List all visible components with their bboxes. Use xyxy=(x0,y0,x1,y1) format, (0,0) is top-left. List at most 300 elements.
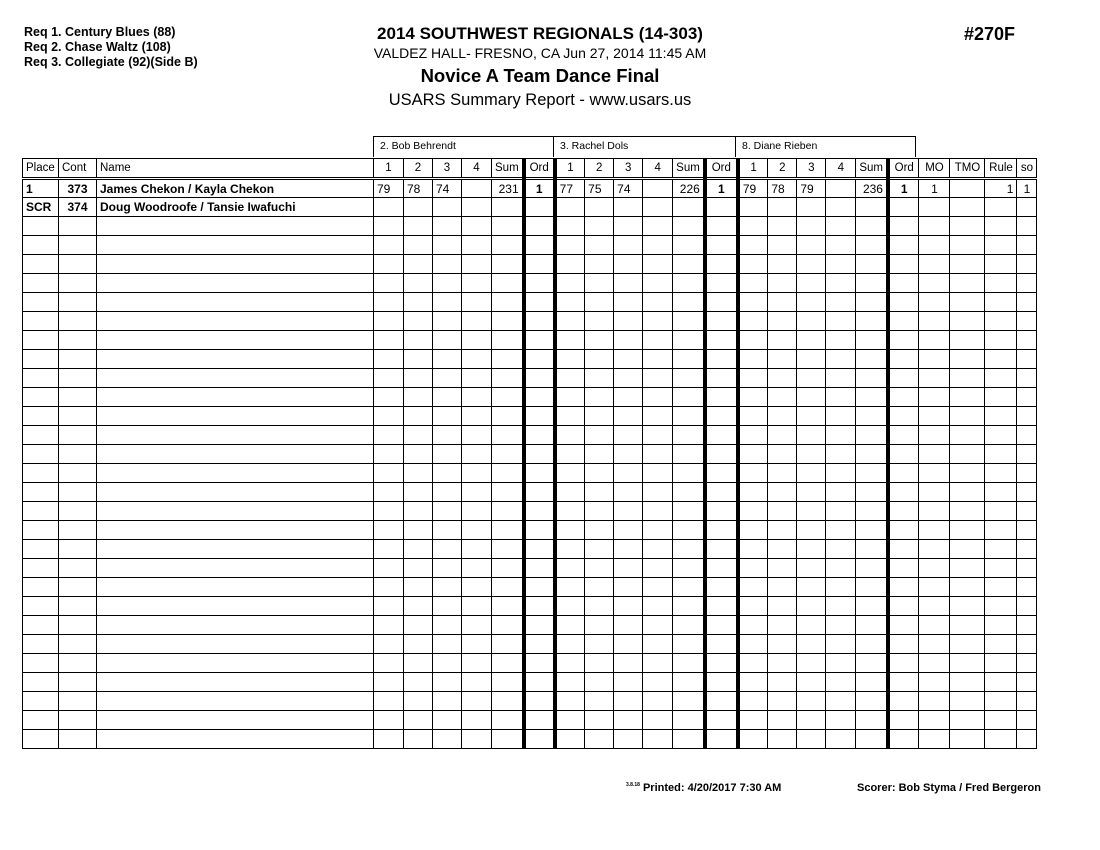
place-cell xyxy=(23,426,59,445)
score-2-cell xyxy=(768,293,797,312)
score-1-cell xyxy=(374,293,404,312)
sum-cell xyxy=(492,445,524,464)
score-3-cell xyxy=(797,236,826,255)
col-so: so xyxy=(1017,159,1037,179)
score-1-cell xyxy=(738,730,768,749)
score-3-cell xyxy=(433,274,462,293)
ord-cell xyxy=(888,388,919,407)
mo-cell xyxy=(919,293,950,312)
score-1-cell xyxy=(555,255,585,274)
empty-row xyxy=(23,274,1037,293)
score-1-cell xyxy=(374,578,404,597)
empty-row xyxy=(23,445,1037,464)
place-cell xyxy=(23,236,59,255)
score-3-cell xyxy=(797,388,826,407)
score-4-cell xyxy=(826,559,856,578)
score-2-cell xyxy=(768,521,797,540)
score-1-cell xyxy=(555,578,585,597)
score-2-cell xyxy=(585,654,614,673)
score-1-cell xyxy=(555,198,585,217)
score-2-cell xyxy=(768,312,797,331)
mo-cell xyxy=(919,654,950,673)
judge-header-1: 2. Bob Behrendt xyxy=(373,136,554,157)
sum-cell xyxy=(492,331,524,350)
col-j2-4: 4 xyxy=(643,159,673,179)
score-1-cell xyxy=(555,464,585,483)
sum-cell xyxy=(856,654,888,673)
sum-cell xyxy=(856,483,888,502)
place-cell xyxy=(23,445,59,464)
col-j2-ord: Ord xyxy=(705,159,738,179)
score-1-cell xyxy=(374,236,404,255)
so-cell xyxy=(1017,236,1037,255)
score-4-cell xyxy=(826,673,856,692)
score-1-cell xyxy=(374,635,404,654)
score-1-cell xyxy=(555,635,585,654)
mo-cell xyxy=(919,559,950,578)
so-cell xyxy=(1017,502,1037,521)
score-4-cell xyxy=(643,711,673,730)
score-2-cell xyxy=(585,274,614,293)
sum-cell xyxy=(673,274,705,293)
score-4-cell xyxy=(643,540,673,559)
score-2-cell xyxy=(404,293,433,312)
sum-cell xyxy=(856,255,888,274)
name-cell xyxy=(97,616,374,635)
ord-cell xyxy=(524,654,555,673)
score-3-cell xyxy=(433,236,462,255)
score-1-cell xyxy=(738,426,768,445)
sum-cell xyxy=(492,293,524,312)
ord-cell xyxy=(524,502,555,521)
sum-cell xyxy=(492,559,524,578)
ord-cell xyxy=(888,293,919,312)
score-1-cell xyxy=(555,350,585,369)
ord-cell xyxy=(705,407,738,426)
score-3-cell xyxy=(797,198,826,217)
so-cell xyxy=(1017,521,1037,540)
score-2-cell xyxy=(768,730,797,749)
empty-row xyxy=(23,616,1037,635)
score-4-cell xyxy=(643,312,673,331)
sum-cell xyxy=(673,540,705,559)
tmo-cell xyxy=(950,597,985,616)
col-tmo: TMO xyxy=(950,159,985,179)
score-4-cell xyxy=(462,597,492,616)
score-4-cell xyxy=(826,483,856,502)
score-1-cell xyxy=(738,654,768,673)
score-2-cell xyxy=(404,236,433,255)
score-3-cell xyxy=(797,483,826,502)
score-3-cell xyxy=(797,635,826,654)
cont-cell xyxy=(59,236,97,255)
ord-cell xyxy=(705,635,738,654)
cont-cell xyxy=(59,692,97,711)
score-4-cell xyxy=(826,293,856,312)
score-3-cell xyxy=(797,464,826,483)
score-2-cell xyxy=(404,217,433,236)
score-1-cell xyxy=(555,483,585,502)
sum-cell xyxy=(673,730,705,749)
ord-cell xyxy=(888,255,919,274)
score-4-cell xyxy=(462,312,492,331)
mo-cell xyxy=(919,236,950,255)
score-2-cell xyxy=(585,502,614,521)
tmo-cell xyxy=(950,673,985,692)
sum-cell xyxy=(856,616,888,635)
score-2-cell xyxy=(768,692,797,711)
score-3-cell xyxy=(797,274,826,293)
tmo-cell xyxy=(950,179,985,198)
tmo-cell xyxy=(950,654,985,673)
score-2-cell xyxy=(768,217,797,236)
ord-cell xyxy=(524,331,555,350)
sum-cell xyxy=(856,635,888,654)
score-2-cell xyxy=(404,711,433,730)
mo-cell xyxy=(919,369,950,388)
col-j1-sum: Sum xyxy=(492,159,524,179)
score-4-cell xyxy=(826,616,856,635)
col-j3-sum: Sum xyxy=(856,159,888,179)
score-2-cell xyxy=(768,483,797,502)
mo-cell xyxy=(919,616,950,635)
tmo-cell xyxy=(950,616,985,635)
header-row xyxy=(23,159,1037,179)
score-4-cell xyxy=(462,274,492,293)
score-3-cell xyxy=(797,255,826,274)
score-2-cell xyxy=(585,692,614,711)
score-3-cell xyxy=(797,559,826,578)
place-cell xyxy=(23,654,59,673)
tmo-cell xyxy=(950,635,985,654)
sum-cell xyxy=(492,635,524,654)
col-cont: Cont xyxy=(59,159,97,179)
score-2-cell xyxy=(585,597,614,616)
score-3-cell xyxy=(433,635,462,654)
score-3-cell xyxy=(614,426,643,445)
sum-cell xyxy=(492,274,524,293)
rule-cell xyxy=(985,198,1017,217)
score-3-cell xyxy=(614,445,643,464)
ord-cell xyxy=(888,350,919,369)
ord-cell xyxy=(888,540,919,559)
ord-cell xyxy=(888,236,919,255)
score-1-cell xyxy=(374,616,404,635)
ord-cell xyxy=(705,673,738,692)
table-row xyxy=(23,198,1037,217)
score-4-cell xyxy=(643,407,673,426)
score-4-cell xyxy=(462,540,492,559)
place-cell xyxy=(23,730,59,749)
sum-cell xyxy=(673,673,705,692)
ord-cell xyxy=(888,559,919,578)
sum-cell xyxy=(492,578,524,597)
sum-cell: 231 xyxy=(492,179,524,198)
score-1-cell xyxy=(738,635,768,654)
score-2-cell xyxy=(768,369,797,388)
score-1-cell xyxy=(374,331,404,350)
score-1-cell xyxy=(374,483,404,502)
score-2-cell xyxy=(768,559,797,578)
cont-cell xyxy=(59,255,97,274)
score-1-cell xyxy=(374,312,404,331)
score-2-cell xyxy=(585,673,614,692)
score-3-cell xyxy=(614,559,643,578)
empty-row xyxy=(23,559,1037,578)
score-1-cell xyxy=(555,236,585,255)
scorer-info: Scorer: Bob Styma / Fred Bergeron xyxy=(857,782,1041,794)
score-2-cell xyxy=(768,255,797,274)
rule-cell xyxy=(985,540,1017,559)
rule-cell xyxy=(985,407,1017,426)
sum-cell xyxy=(856,673,888,692)
tmo-cell xyxy=(950,711,985,730)
score-2-cell xyxy=(404,464,433,483)
score-2-cell xyxy=(768,274,797,293)
cont-cell xyxy=(59,312,97,331)
so-cell xyxy=(1017,331,1037,350)
tmo-cell xyxy=(950,521,985,540)
ord-cell xyxy=(524,635,555,654)
ord-cell xyxy=(524,711,555,730)
score-4-cell xyxy=(462,673,492,692)
score-1-cell xyxy=(738,711,768,730)
score-1-cell xyxy=(555,388,585,407)
tmo-cell xyxy=(950,445,985,464)
score-4-cell xyxy=(826,635,856,654)
sum-cell xyxy=(492,483,524,502)
tmo-cell xyxy=(950,331,985,350)
sum-cell xyxy=(856,578,888,597)
score-3-cell xyxy=(797,217,826,236)
score-4-cell xyxy=(826,502,856,521)
score-2-cell xyxy=(585,521,614,540)
sum-cell xyxy=(492,730,524,749)
sum-cell xyxy=(673,407,705,426)
score-2-cell xyxy=(404,407,433,426)
sum-cell xyxy=(856,445,888,464)
score-4-cell xyxy=(462,654,492,673)
ord-cell xyxy=(524,597,555,616)
judge-header-3: 8. Diane Rieben xyxy=(735,136,916,157)
place-cell xyxy=(23,483,59,502)
cont-cell xyxy=(59,521,97,540)
score-4-cell xyxy=(462,331,492,350)
ord-cell: 1 xyxy=(888,179,919,198)
place-cell xyxy=(23,331,59,350)
name-cell xyxy=(97,559,374,578)
ord-cell xyxy=(888,369,919,388)
cont-cell xyxy=(59,616,97,635)
name-cell xyxy=(97,293,374,312)
cont-cell xyxy=(59,369,97,388)
ord-cell xyxy=(524,445,555,464)
sum-cell xyxy=(673,369,705,388)
so-cell xyxy=(1017,730,1037,749)
score-3-cell xyxy=(433,597,462,616)
rule-cell xyxy=(985,426,1017,445)
ord-cell xyxy=(705,255,738,274)
empty-row xyxy=(23,312,1037,331)
so-cell xyxy=(1017,369,1037,388)
mo-cell xyxy=(919,217,950,236)
empty-row xyxy=(23,730,1037,749)
place-cell xyxy=(23,217,59,236)
empty-row xyxy=(23,711,1037,730)
cont-cell xyxy=(59,407,97,426)
score-2-cell xyxy=(585,616,614,635)
score-1-cell xyxy=(738,540,768,559)
name-cell xyxy=(97,274,374,293)
sum-cell xyxy=(856,597,888,616)
sum-cell xyxy=(492,426,524,445)
score-4-cell xyxy=(826,388,856,407)
score-3-cell xyxy=(433,654,462,673)
score-3-cell xyxy=(433,692,462,711)
requirement-2: Req 2. Chase Waltz (108) xyxy=(24,40,171,54)
ord-cell xyxy=(705,198,738,217)
ord-cell xyxy=(705,578,738,597)
version-label: 3.8.18 xyxy=(626,782,640,788)
sum-cell xyxy=(856,236,888,255)
empty-row xyxy=(23,521,1037,540)
cont-cell xyxy=(59,540,97,559)
so-cell xyxy=(1017,464,1037,483)
sum-cell xyxy=(856,198,888,217)
requirement-1: Req 1. Century Blues (88) xyxy=(24,25,176,39)
score-3-cell xyxy=(433,673,462,692)
tmo-cell xyxy=(950,559,985,578)
score-1-cell: 79 xyxy=(738,179,768,198)
score-1-cell xyxy=(738,255,768,274)
score-2-cell xyxy=(768,407,797,426)
score-3-cell xyxy=(433,616,462,635)
ord-cell xyxy=(705,274,738,293)
score-2-cell xyxy=(404,673,433,692)
cont-cell xyxy=(59,350,97,369)
so-cell xyxy=(1017,483,1037,502)
col-j2-3: 3 xyxy=(614,159,643,179)
empty-row xyxy=(23,673,1037,692)
ord-cell xyxy=(705,730,738,749)
mo-cell xyxy=(919,502,950,521)
rule-cell xyxy=(985,654,1017,673)
col-j3-4: 4 xyxy=(826,159,856,179)
score-4-cell xyxy=(643,255,673,274)
sum-cell xyxy=(492,464,524,483)
place-cell xyxy=(23,559,59,578)
rule-cell xyxy=(985,559,1017,578)
name-cell: Doug Woodroofe / Tansie Iwafuchi xyxy=(97,198,374,217)
score-3-cell xyxy=(614,293,643,312)
ord-cell xyxy=(705,350,738,369)
so-cell xyxy=(1017,312,1037,331)
so-cell xyxy=(1017,217,1037,236)
score-4-cell xyxy=(643,483,673,502)
score-4-cell xyxy=(643,293,673,312)
score-4-cell xyxy=(643,730,673,749)
ord-cell xyxy=(524,350,555,369)
so-cell xyxy=(1017,673,1037,692)
score-1-cell xyxy=(374,369,404,388)
score-1-cell xyxy=(374,711,404,730)
score-2-cell xyxy=(768,673,797,692)
rule-cell xyxy=(985,673,1017,692)
sum-cell xyxy=(673,350,705,369)
sum-cell xyxy=(856,426,888,445)
ord-cell xyxy=(705,692,738,711)
sum-cell xyxy=(856,217,888,236)
score-3-cell xyxy=(797,597,826,616)
ord-cell xyxy=(888,198,919,217)
score-3-cell xyxy=(614,217,643,236)
score-1-cell xyxy=(738,445,768,464)
score-3-cell xyxy=(614,331,643,350)
sum-cell xyxy=(673,426,705,445)
score-3-cell xyxy=(433,331,462,350)
score-4-cell xyxy=(643,673,673,692)
sum-cell xyxy=(673,255,705,274)
empty-row xyxy=(23,236,1037,255)
score-1-cell xyxy=(374,426,404,445)
score-2-cell xyxy=(585,635,614,654)
empty-row xyxy=(23,578,1037,597)
name-cell xyxy=(97,502,374,521)
empty-row xyxy=(23,217,1037,236)
place-cell xyxy=(23,388,59,407)
score-2-cell xyxy=(768,350,797,369)
sum-cell xyxy=(673,198,705,217)
score-4-cell xyxy=(826,445,856,464)
so-cell xyxy=(1017,597,1037,616)
score-4-cell xyxy=(462,711,492,730)
score-2-cell xyxy=(768,236,797,255)
score-1-cell xyxy=(374,730,404,749)
place-cell xyxy=(23,673,59,692)
score-4-cell xyxy=(826,198,856,217)
so-cell xyxy=(1017,426,1037,445)
place-cell xyxy=(23,692,59,711)
place-cell xyxy=(23,293,59,312)
score-2-cell xyxy=(585,559,614,578)
score-1-cell xyxy=(374,521,404,540)
score-2-cell xyxy=(404,578,433,597)
sum-cell xyxy=(673,445,705,464)
score-3-cell xyxy=(797,692,826,711)
score-3-cell xyxy=(614,464,643,483)
score-1-cell xyxy=(374,540,404,559)
score-3-cell xyxy=(433,217,462,236)
name-cell xyxy=(97,711,374,730)
score-4-cell xyxy=(643,426,673,445)
sum-cell xyxy=(673,597,705,616)
ord-cell xyxy=(524,483,555,502)
score-3-cell xyxy=(797,502,826,521)
score-4-cell xyxy=(462,388,492,407)
sum-cell xyxy=(492,236,524,255)
ord-cell xyxy=(705,236,738,255)
tmo-cell xyxy=(950,388,985,407)
score-4-cell xyxy=(462,521,492,540)
score-4-cell xyxy=(643,350,673,369)
ord-cell xyxy=(705,597,738,616)
sum-cell xyxy=(673,217,705,236)
score-3-cell xyxy=(614,692,643,711)
empty-row xyxy=(23,692,1037,711)
sum-cell xyxy=(856,388,888,407)
ord-cell xyxy=(888,464,919,483)
score-3-cell xyxy=(433,578,462,597)
